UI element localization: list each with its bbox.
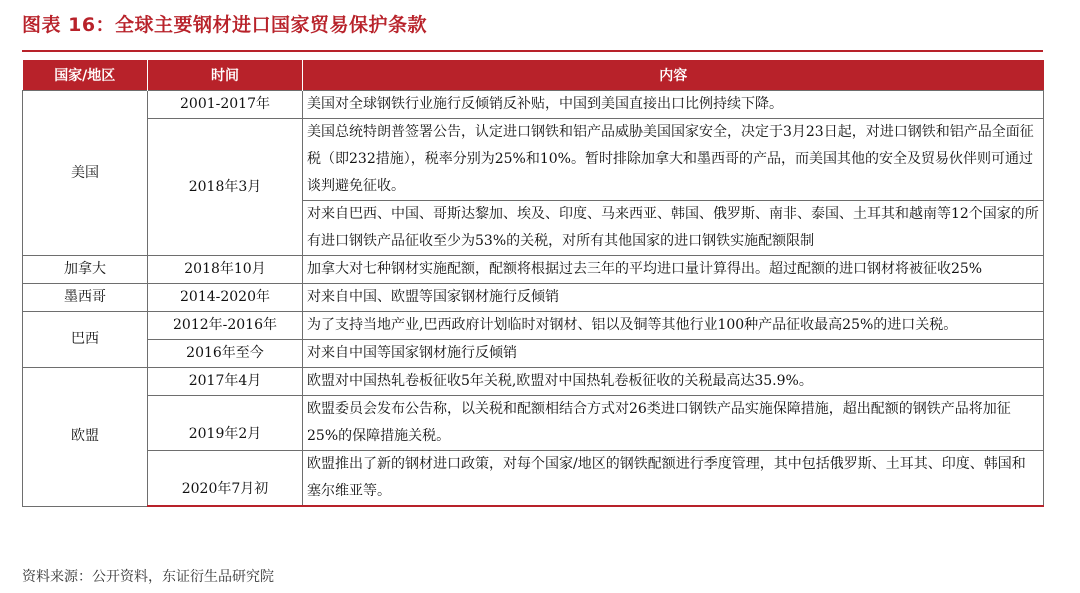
region-cell: 巴西 [23,312,148,368]
table-row [23,396,1044,451]
region-cell: 美国 [23,91,148,256]
table-row [23,256,1044,284]
table-row [23,340,1044,368]
region-cell: 欧盟 [23,368,148,507]
figure-title: 图表 16：全球主要钢材进口国家贸易保护条款 [22,14,428,36]
content-cell: 美国总统特朗普签署公告，认定进口钢铁和铝产品威胁美国国家安全，决定于3月23日起，对进口钢铁和铝产品全面征税（即232措施），税率分别为25%和10%。暂时排除加拿大和墨西哥的产品，而美国其他的安全及贸易伙伴则可通过谈判避免征收。 [303,119,1044,201]
content-cell: 对来自中国、欧盟等国家钢材施行反倾销 [303,284,1044,312]
table-row [23,312,1044,340]
content-cell: 美国对全球钢铁行业施行反倾销反补贴，中国到美国直接出口比例持续下降。 [303,91,1044,119]
period-cell: 2018年10月 [148,256,303,284]
content-cell: 对来自中国等国家钢材施行反倾销 [303,340,1044,368]
table-row [23,119,1044,201]
table-row [23,451,1044,507]
table-row [23,91,1044,119]
content-cell: 欧盟对中国热轧卷板征收5年关税,欧盟对中国热轧卷板征收的关税最高达35.9%。 [303,368,1044,396]
content-cell: 为了支持当地产业,巴西政府计划临时对钢材、铝以及铜等其他行业100种产品征收最高25%的进口关税。 [303,312,1044,340]
region-cell: 加拿大 [23,256,148,284]
region-cell: 墨西哥 [23,284,148,312]
content-cell: 加拿大对七种钢材实施配额，配额将根据过去三年的平均进口量计算得出。超过配额的进口钢材将被征收25% [303,256,1044,284]
trade-protection-table [22,60,1044,507]
content-cell: 对来自巴西、中国、哥斯达黎加、埃及、印度、马来西亚、韩国、俄罗斯、南非、泰国、土耳其和越南等12个国家的所有进口钢铁产品征收至少为53%的关税，对所有其他国家的进口钢铁实施配额限制 [303,201,1044,256]
period-cell: 2014-2020年 [148,284,303,312]
title-rule [22,50,1043,52]
table-row [23,368,1044,396]
content-cell: 欧盟推出了新的钢材进口政策，对每个国家/地区的钢铁配额进行季度管理，其中包括俄罗斯、土耳其、印度、韩国和塞尔维亚等。 [303,451,1044,507]
table-header-row [23,60,1044,91]
period-cell: 2016年至今 [148,340,303,368]
period-cell: 2017年4月 [148,368,303,396]
period-cell: 2012年-2016年 [148,312,303,340]
header-content: 内容 [303,60,1044,91]
period-cell: 2001-2017年 [148,91,303,119]
source-note: 资料来源：公开资料，东证衍生品研究院 [22,569,274,585]
header-region: 国家/地区 [23,60,148,91]
period-cell: 2018年3月 [148,119,303,256]
content-cell: 欧盟委员会发布公告称，以关税和配额相结合方式对26类进口钢铁产品实施保障措施，超出配额的钢铁产品将加征25%的保障措施关税。 [303,396,1044,451]
period-cell: 2019年2月 [148,396,303,451]
table-row [23,284,1044,312]
period-cell: 2020年7月初 [148,451,303,507]
header-period: 时间 [148,60,303,91]
